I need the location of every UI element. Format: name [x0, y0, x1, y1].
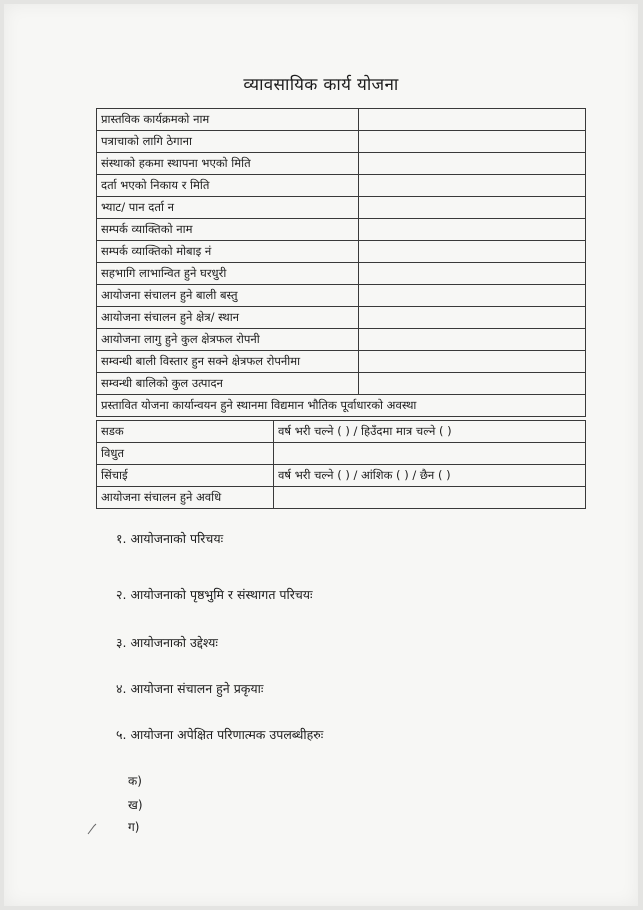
document-title: व्यावसायिक कार्य योजना: [243, 75, 399, 95]
table-row: [97, 153, 586, 175]
infra-options[interactable]: वर्ष भरी चल्ने ( ) / आंशिक ( ) / छैन ( ): [274, 465, 586, 487]
infra-heading: प्रस्तावित योजना कार्यान्वयन हुने स्थानमा विद्यमान भौतिक पूर्वाधारको अवस्था: [97, 395, 586, 417]
infra-heading-row: [97, 395, 586, 417]
section-heading: २. आयोजनाको पृष्ठभुमि र संस्थागत परिचयः: [116, 587, 313, 602]
list-item: ख): [128, 798, 143, 812]
table-row: [97, 421, 586, 443]
row-label: संस्थाको हकमा स्थापना भएको मिति: [97, 153, 359, 175]
row-label: आयोजना लागु हुने कुल क्षेत्रफल रोपनी: [97, 329, 359, 351]
infra-options[interactable]: [274, 487, 586, 509]
row-value-cell[interactable]: [359, 153, 586, 175]
row-value-cell[interactable]: [359, 219, 586, 241]
row-value-cell[interactable]: [359, 197, 586, 219]
table-row: [97, 263, 586, 285]
table-row: [97, 465, 586, 487]
section-heading: ५. आयोजना अपेक्षित परिणात्मक उपलब्धीहरुः: [116, 727, 324, 742]
table-row: [97, 241, 586, 263]
section-heading: ३. आयोजनाको उद्देश्यः: [116, 635, 218, 650]
table-row: [97, 197, 586, 219]
infra-label: सडक: [97, 421, 274, 443]
list-item: ग): [128, 820, 140, 834]
row-value-cell[interactable]: [359, 175, 586, 197]
table-row: [97, 351, 586, 373]
infra-label: आयोजना संचालन हुने अवधि: [97, 487, 274, 509]
infra-label: सिंचाई: [97, 465, 274, 487]
table-row: [97, 329, 586, 351]
row-label: प्रास्तविक कार्यक्रमको नाम: [97, 109, 359, 131]
row-label: सहभागि लाभान्वित हुने घरधुरी: [97, 263, 359, 285]
section-heading: १. आयोजनाको परिचयः: [116, 531, 224, 546]
row-label: सम्वन्धी बालिको कुल उत्पादन: [97, 373, 359, 395]
table-row: [97, 487, 586, 509]
row-label: आयोजना संचालन हुने क्षेत्र/ स्थान: [97, 307, 359, 329]
table-row: [97, 109, 586, 131]
row-value-cell[interactable]: [359, 109, 586, 131]
infra-table: [96, 420, 586, 509]
table-row: [97, 285, 586, 307]
row-label: आयोजना संचालन हुने बाली बस्तु: [97, 285, 359, 307]
plan-form-table: [96, 108, 586, 417]
infra-options[interactable]: वर्ष भरी चल्ने ( ) / हिउँदमा मात्र चल्ने ( ): [274, 421, 586, 443]
row-label: दर्ता भएको निकाय र मिति: [97, 175, 359, 197]
row-label: सम्पर्क व्याक्तिको नाम: [97, 219, 359, 241]
table-row: [97, 175, 586, 197]
pen-mark-icon: [86, 822, 98, 836]
list-item: क): [128, 774, 142, 788]
infra-options[interactable]: [274, 443, 586, 465]
row-value-cell[interactable]: [359, 285, 586, 307]
document-page: [4, 4, 638, 906]
row-value-cell[interactable]: [359, 263, 586, 285]
row-value-cell[interactable]: [359, 373, 586, 395]
row-value-cell[interactable]: [359, 351, 586, 373]
infra-label: विधुत: [97, 443, 274, 465]
row-label: सम्पर्क व्याक्तिको मोबाइ नं: [97, 241, 359, 263]
row-label: सम्वन्धी बाली विस्तार हुन सक्ने क्षेत्रफल रोपनीमा: [97, 351, 359, 373]
row-label: पत्राचाको लागि ठेगाना: [97, 131, 359, 153]
row-value-cell[interactable]: [359, 241, 586, 263]
table-row: [97, 131, 586, 153]
row-value-cell[interactable]: [359, 329, 586, 351]
table-row: [97, 219, 586, 241]
row-value-cell[interactable]: [359, 307, 586, 329]
table-row: [97, 307, 586, 329]
section-heading: ४. आयोजना संचालन हुने प्रकृयाः: [116, 681, 264, 696]
table-row: [97, 443, 586, 465]
table-row: [97, 373, 586, 395]
row-label: भ्याट/ पान दर्ता न: [97, 197, 359, 219]
row-value-cell[interactable]: [359, 131, 586, 153]
